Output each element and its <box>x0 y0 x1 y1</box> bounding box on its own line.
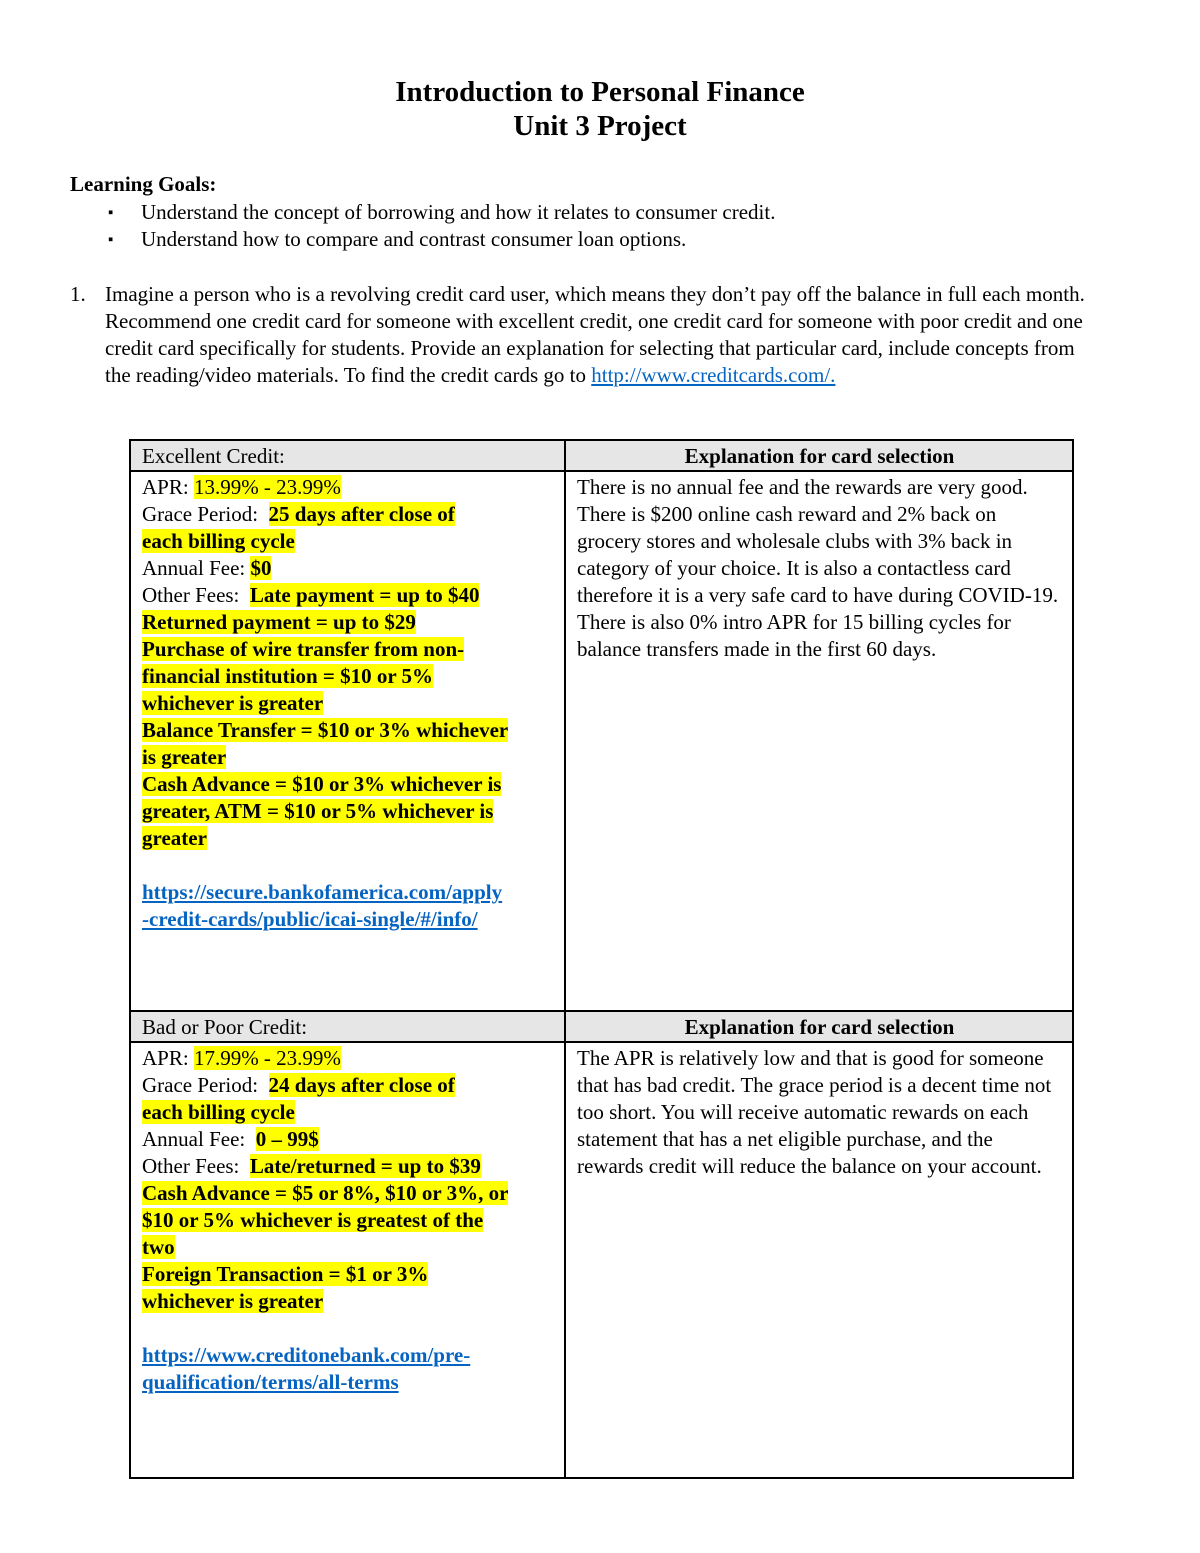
table-row <box>130 471 1073 1011</box>
learning-goal-text: Understand the concept of borrowing and how it relates to consumer credit. <box>141 200 776 224</box>
annual-fee-value: 0 – 99$ <box>255 1127 319 1151</box>
learning-goals-heading: Learning Goals: <box>70 172 217 196</box>
explanation-header: Explanation for card selection <box>565 440 1073 471</box>
other-fees-label: Other Fees: <box>142 583 240 607</box>
grace-value: 24 days after close of <box>268 1073 455 1097</box>
list-item <box>70 226 775 253</box>
creditonebank-link-cont[interactable]: qualification/terms/all-terms <box>142 1370 399 1394</box>
question-body: Imagine a person who is a revolving credit card user, which means they don’t pay off the balance in full each month. Recommend one credit card for someone with excellent credit, one credit card for someone with poor credit and one credit card specifically for students. Provide an explanation for selecting that particular card, include concepts from the reading/video materials. To find the credit cards go to <box>105 282 1085 387</box>
creditonebank-link[interactable]: https://www.creditonebank.com/pre- <box>142 1343 471 1367</box>
table-header-row <box>130 1011 1073 1042</box>
question-text <box>105 281 1100 389</box>
excellent-credit-explanation: There is no annual fee and the rewards are very good. There is $200 online cash reward and 2% back on grocery stores and wholesale clubs with 3% back in category of your choice. It is also a contactless card therefore it is a very safe card to have during COVID-19. There is also 0% intro APR for 15 billing cycles for balance transfers made in the first 60 days. <box>565 471 1073 1011</box>
square-bullet-icon: ▪ <box>108 205 114 221</box>
question-1 <box>70 281 1100 389</box>
other-fee-line: Late/returned = up to $39 <box>249 1154 481 1178</box>
learning-goals-list <box>70 199 775 253</box>
apr-value: 17.99% - 23.99% <box>193 1046 341 1070</box>
other-fee-line: financial institution = $10 or 5% <box>142 664 434 688</box>
list-item <box>70 199 775 226</box>
bankofamerica-link[interactable]: https://secure.bankofamerica.com/apply <box>142 880 503 904</box>
grace-label: Grace Period: <box>142 1073 259 1097</box>
excellent-credit-details <box>130 471 565 1011</box>
other-fee-line: whichever is greater <box>142 691 324 715</box>
explanation-header: Explanation for card selection <box>565 1011 1073 1042</box>
question-number: 1. <box>70 282 86 306</box>
other-fee-line: Balance Transfer = $10 or 3% whichever <box>142 718 509 742</box>
other-fee-line: Returned payment = up to $29 <box>142 610 416 634</box>
learning-goal-text: Understand how to compare and contrast consumer loan options. <box>141 227 687 251</box>
poor-credit-details <box>130 1042 565 1478</box>
creditcards-link[interactable]: http://www.creditcards.com/. <box>591 363 836 387</box>
other-fee-line: is greater <box>142 745 227 769</box>
annual-fee-label: Annual Fee: <box>142 556 246 580</box>
apr-label: APR: <box>142 1046 194 1070</box>
apr-label: APR: <box>142 475 194 499</box>
bankofamerica-link-cont[interactable]: -credit-cards/public/icai-single/#/info/ <box>142 907 478 931</box>
other-fee-line: Foreign Transaction = $1 or 3% <box>142 1262 429 1286</box>
grace-value: 25 days after close of <box>268 502 455 526</box>
document-title: Introduction to Personal Finance <box>395 76 805 108</box>
other-fee-line: whichever is greater <box>142 1289 324 1313</box>
excellent-credit-header: Excellent Credit: <box>130 440 565 471</box>
apr-value: 13.99% - 23.99% <box>193 475 341 499</box>
grace-value-cont: each billing cycle <box>142 529 295 553</box>
other-fee-line: Cash Advance = $10 or 3% whichever is <box>142 772 502 796</box>
other-fee-line: greater <box>142 826 207 850</box>
other-fee-line: Purchase of wire transfer from non- <box>142 637 465 661</box>
grace-label: Grace Period: <box>142 502 259 526</box>
other-fee-line: Late payment = up to $40 <box>249 583 480 607</box>
other-fee-line: two <box>142 1235 175 1259</box>
other-fee-line: $10 or 5% whichever is greatest of the <box>142 1208 484 1232</box>
credit-card-table <box>129 439 1074 1479</box>
grace-value-cont: each billing cycle <box>142 1100 295 1124</box>
table-header-row <box>130 440 1073 471</box>
other-fees-label: Other Fees: <box>142 1154 240 1178</box>
other-fee-line: greater, ATM = $10 or 5% whichever is <box>142 799 494 823</box>
poor-credit-explanation: The APR is relatively low and that is good for someone that has bad credit. The grace period is a decent time not too short. You will receive automatic rewards on each statement that has a net eligible purchase, and the rewards credit will reduce the balance on your account. <box>565 1042 1073 1478</box>
other-fee-line: Cash Advance = $5 or 8%, $10 or 3%, or <box>142 1181 509 1205</box>
poor-credit-header: Bad or Poor Credit: <box>130 1011 565 1042</box>
square-bullet-icon: ▪ <box>108 232 114 248</box>
annual-fee-label: Annual Fee: <box>142 1127 246 1151</box>
table-row <box>130 1042 1073 1478</box>
annual-fee-value: $0 <box>250 556 272 580</box>
document-subtitle: Unit 3 Project <box>513 110 687 142</box>
